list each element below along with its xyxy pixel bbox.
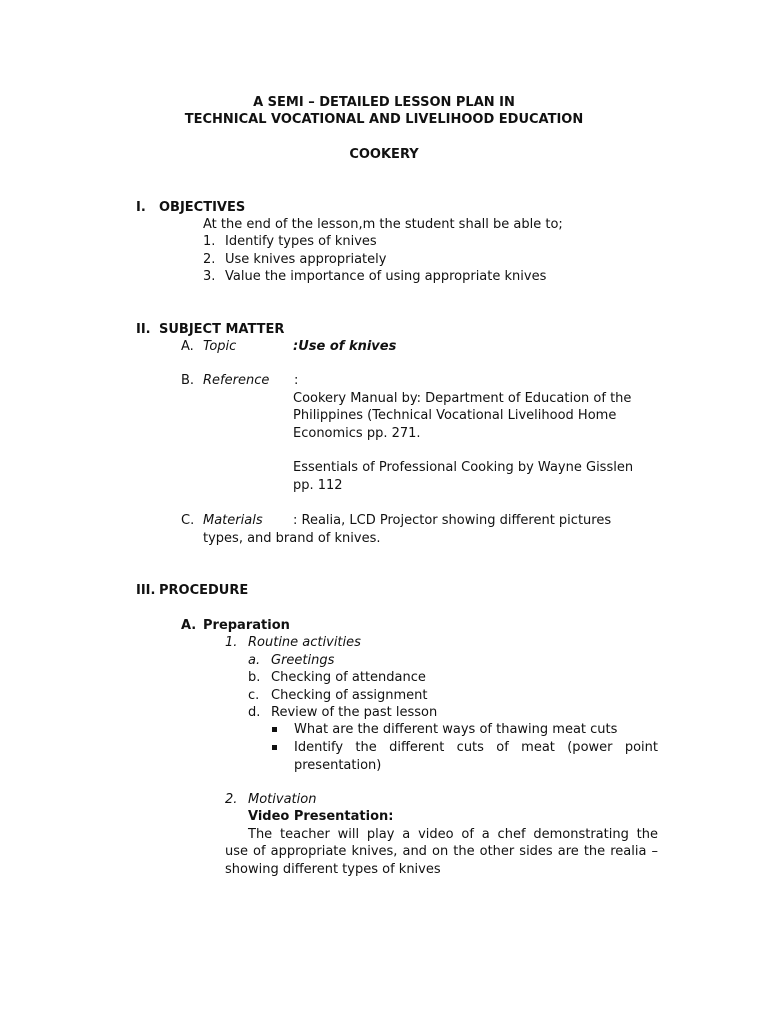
objective-number: 3. (203, 269, 216, 284)
objective-item: Value the importance of using appropriate knives (225, 269, 547, 284)
objective-item: Use knives appropriately (225, 252, 387, 267)
reference-colon: : (294, 373, 299, 388)
routine-item: Checking of attendance (271, 670, 426, 685)
motivation-number: 2. (225, 792, 238, 807)
review-bullet: What are the different ways of thawing meat cuts (294, 722, 618, 737)
procedure-heading: PROCEDURE (159, 583, 249, 598)
routine-label: Routine activities (248, 635, 361, 650)
materials-value-continued: types, and brand of knives. (203, 531, 381, 546)
video-presentation-heading: Video Presentation: (248, 809, 394, 824)
motivation-paragraph-line: The teacher will play a video of a chef demonstrating the (248, 827, 658, 842)
motivation-paragraph-line: showing different types of knives (225, 862, 441, 877)
review-bullet-continued: presentation) (294, 758, 382, 773)
routine-item-letter: c. (248, 688, 260, 703)
reference-2-line: pp. 112 (293, 478, 343, 493)
objective-number: 1. (203, 234, 216, 249)
reference-1-line: Cookery Manual by: Department of Education of the (293, 391, 632, 406)
preparation-heading: Preparation (203, 618, 290, 633)
routine-item: Review of the past lesson (271, 705, 438, 720)
bullet-square-icon (272, 745, 277, 750)
objectives-heading: OBJECTIVES (159, 200, 246, 215)
motivation-label: Motivation (248, 792, 317, 807)
topic-label: Topic (203, 339, 237, 354)
subject-title: COOKERY (349, 147, 419, 162)
reference-1-line: Philippines (Technical Vocational Livelihood Home (293, 408, 617, 423)
reference-1-line: Economics pp. 271. (293, 426, 421, 441)
motivation-paragraph-line: use of appropriate knives, and on the other sides are the realia – (225, 844, 658, 859)
topic-letter: A. (181, 339, 194, 354)
materials-label: Materials (203, 513, 263, 528)
title-line-1: A SEMI – DETAILED LESSON PLAN IN (253, 95, 515, 110)
topic-value: :Use of knives (293, 339, 397, 354)
objective-item: Identify types of knives (225, 234, 377, 249)
reference-2-line: Essentials of Professional Cooking by Wayne Gisslen (293, 460, 634, 475)
reference-letter: B. (181, 373, 195, 388)
routine-item-letter: d. (248, 705, 261, 720)
routine-item: Checking of assignment (271, 688, 428, 703)
reference-label: Reference (203, 373, 270, 388)
routine-item-letter: b. (248, 670, 261, 685)
bullet-square-icon (272, 727, 277, 732)
routine-item-letter: a. (248, 653, 261, 668)
routine-item: Greetings (271, 653, 335, 668)
subject-matter-heading: SUBJECT MATTER (159, 322, 285, 337)
materials-value: : Realia, LCD Projector showing different pictures (293, 513, 612, 528)
title-line-2: TECHNICAL VOCATIONAL AND LIVELIHOOD EDUCATION (184, 112, 584, 127)
preparation-letter: A. (181, 618, 197, 633)
procedure-numeral: III. (136, 583, 156, 598)
subject-matter-numeral: II. (136, 322, 151, 337)
routine-number: 1. (225, 635, 238, 650)
objective-number: 2. (203, 252, 216, 267)
objectives-numeral: I. (136, 200, 146, 215)
objectives-intro: At the end of the lesson,m the student shall be able to; (203, 217, 563, 232)
review-bullet: Identify the different cuts of meat (power point (294, 740, 658, 755)
materials-letter: C. (181, 513, 195, 528)
